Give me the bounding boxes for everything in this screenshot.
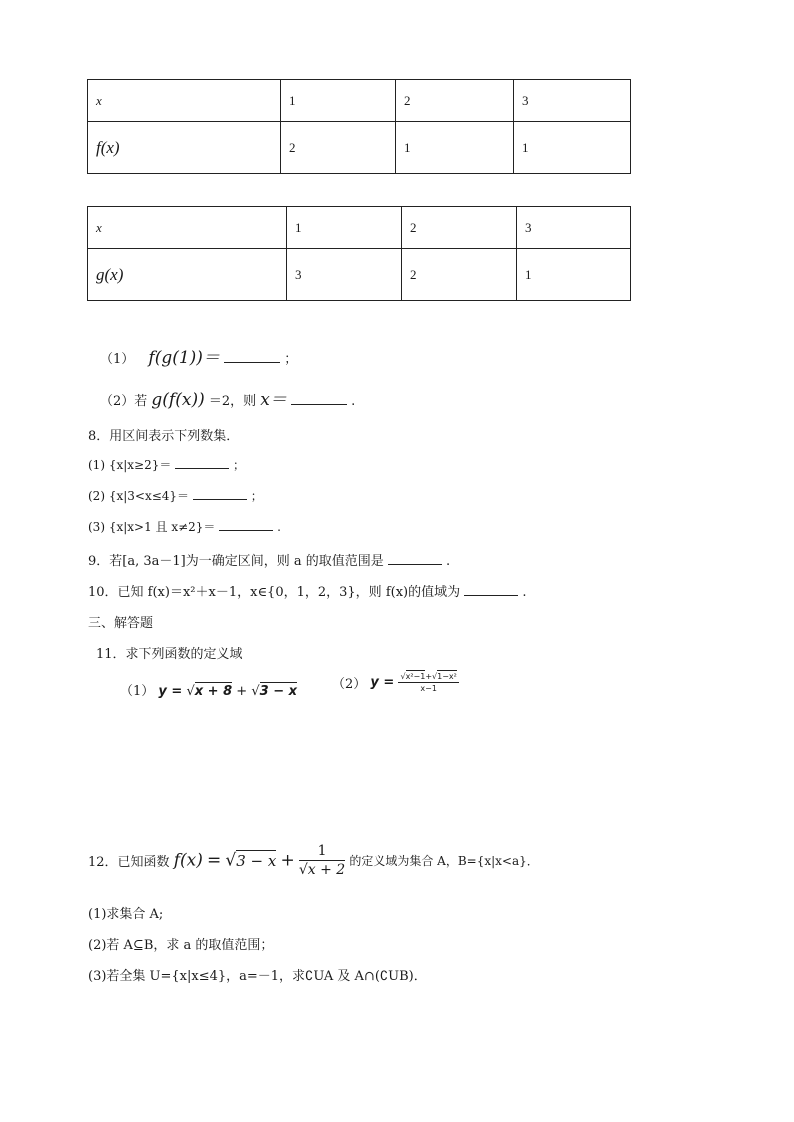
table-g xyxy=(87,206,631,301)
radicand: x + 2 xyxy=(307,862,346,878)
sqrt-icon: √ xyxy=(298,862,308,878)
q8-item1-end: ； xyxy=(233,458,246,472)
q11-part1-radicand2: 3 − x xyxy=(259,684,297,699)
q9-end: . xyxy=(446,554,451,569)
q11-part1-label: （1） xyxy=(120,684,155,699)
q12-tail: 的定义域为集合 A，B={x|x<a}． xyxy=(349,854,539,868)
q11-part2-y: y = xyxy=(370,675,395,690)
q12-plus: + xyxy=(280,850,295,871)
q12-radicand: 3 − x xyxy=(236,851,277,870)
table-row xyxy=(88,207,631,249)
q8-item2-end: ； xyxy=(250,489,263,503)
table-cell: g(x) xyxy=(88,249,287,301)
q10 xyxy=(88,581,527,600)
q7-part2-mid: ＝2，则 xyxy=(208,394,257,409)
table-cell: 1 xyxy=(281,80,396,122)
q8-item3 xyxy=(88,518,281,535)
fraction-numerator xyxy=(398,672,458,683)
q12-sub3: (3)若全集 U={x|x≤4}，a=－1，求∁UA 及 A∩(∁UB)． xyxy=(88,969,427,984)
table-f xyxy=(87,79,631,174)
q9-text: 9．若[a, 3a－1]为一确定区间，则 a 的取值范围是 xyxy=(88,554,384,569)
q7-part1-end: ； xyxy=(284,352,298,367)
table-cell: 1 xyxy=(514,122,631,174)
table-row xyxy=(88,80,631,122)
radicand: 1−x² xyxy=(437,672,457,681)
q10-text: 10．已知 f(x)＝x²＋x－1，x∈{0，1，2，3}，则 f(x)的值域为 xyxy=(88,585,461,600)
q12-sub2: (2)若 A⊆B，求 a 的取值范围； xyxy=(88,938,274,953)
q8-item3-end: . xyxy=(277,520,281,534)
q10-end: . xyxy=(522,585,527,600)
q11-part2-fraction xyxy=(398,672,458,693)
table-cell: 3 xyxy=(517,207,631,249)
q11-part2-label: （2） xyxy=(332,677,367,692)
table-cell: x xyxy=(88,207,287,249)
answer-blank[interactable] xyxy=(224,350,280,363)
q8-title: 8．用区间表示下列数集． xyxy=(88,429,240,444)
q12-stem xyxy=(88,843,539,878)
q7-part2 xyxy=(100,385,355,410)
answer-blank[interactable] xyxy=(388,552,442,565)
plus: + xyxy=(425,672,433,681)
q7-part2-end: . xyxy=(351,394,356,409)
table-row xyxy=(88,249,631,301)
fraction-denominator xyxy=(299,861,345,878)
q7-part1 xyxy=(100,343,297,368)
q11-part2 xyxy=(332,672,459,693)
table-cell: 2 xyxy=(402,207,517,249)
table-cell: 1 xyxy=(517,249,631,301)
sqrt-icon: √ xyxy=(225,850,237,871)
q8-item3-text: (3) {x|x>1 且 x≠2}＝ xyxy=(88,520,216,534)
q12-sub1: (1)求集合 A; xyxy=(88,907,164,922)
section-heading: 三、解答题 xyxy=(88,616,154,631)
q12-eq: = xyxy=(206,850,222,871)
sqrt-icon: √ xyxy=(400,672,406,681)
q7-part2-expr: g(f(x)) xyxy=(151,390,205,410)
q8-item1-text: (1) {x|x≥2}＝ xyxy=(88,458,172,472)
q8-item2-text: (2) {x|3<x≤4}＝ xyxy=(88,489,190,503)
q9 xyxy=(88,550,450,569)
q12-fx: f(x) xyxy=(173,850,203,871)
radicand: x²−1 xyxy=(405,672,426,681)
q11-part1-radicand1: x + 8 xyxy=(194,684,233,699)
table-cell: 2 xyxy=(281,122,396,174)
q8-item2 xyxy=(88,487,263,504)
sqrt-icon: √ xyxy=(432,672,438,681)
q12-lead: 12．已知函数 xyxy=(88,855,170,870)
q7-part2-label: （2）若 xyxy=(100,394,148,409)
table-cell: 3 xyxy=(514,80,631,122)
q11-part1-y: y = xyxy=(158,684,183,699)
table-cell: 1 xyxy=(287,207,402,249)
answer-blank[interactable] xyxy=(219,518,273,531)
q11-title: 11．求下列函数的定义域 xyxy=(96,647,243,662)
sqrt-icon: √ xyxy=(186,684,195,699)
q12-fraction xyxy=(299,843,345,878)
table-cell: 2 xyxy=(402,249,517,301)
fraction-denominator: x−1 xyxy=(420,684,437,693)
table-cell: f(x) xyxy=(88,122,281,174)
q8-item1 xyxy=(88,456,245,473)
answer-blank[interactable] xyxy=(175,456,229,469)
q7-part1-label: （1） xyxy=(100,352,135,367)
answer-blank[interactable] xyxy=(464,583,518,596)
answer-blank[interactable] xyxy=(193,487,247,500)
sqrt-icon: √ xyxy=(251,684,260,699)
table-cell: 3 xyxy=(287,249,402,301)
fraction-numerator: 1 xyxy=(299,843,345,861)
table-row xyxy=(88,122,631,174)
table-cell: x xyxy=(88,80,281,122)
answer-blank[interactable] xyxy=(291,392,347,405)
table-cell: 1 xyxy=(396,122,514,174)
q11-part1-plus: + xyxy=(236,684,248,699)
table-cell: 2 xyxy=(396,80,514,122)
q7-part1-expr: f(g(1))＝ xyxy=(148,348,220,368)
q11-part1 xyxy=(120,680,297,699)
q7-part2-var: x＝ xyxy=(260,390,287,410)
